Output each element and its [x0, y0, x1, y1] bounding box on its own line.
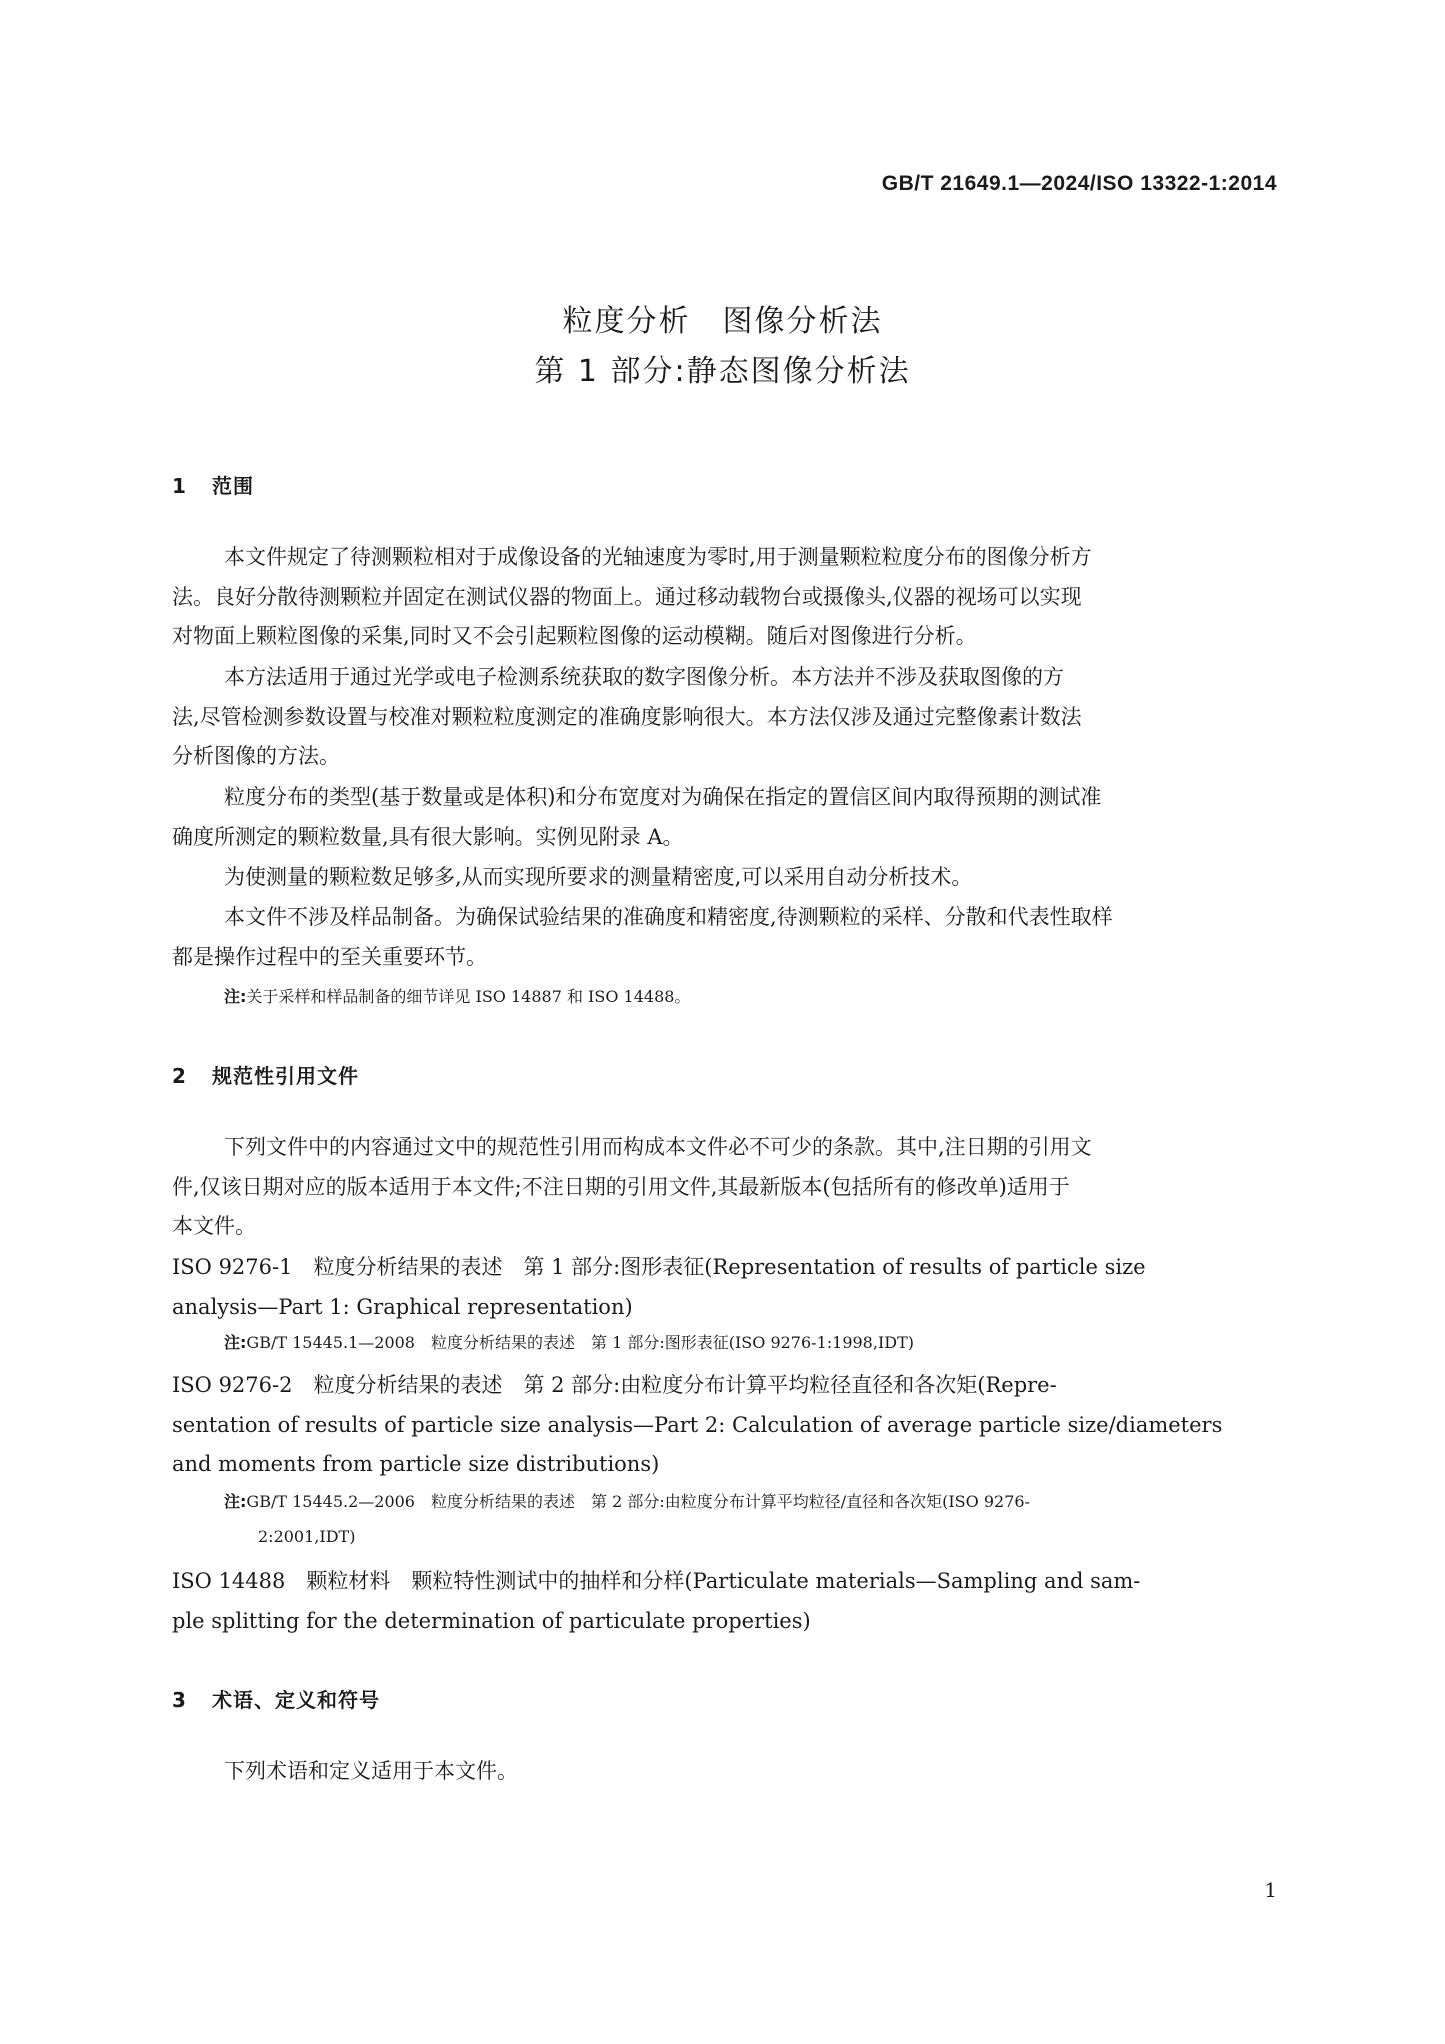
note-text: GB/T 15445.1—2008 粒度分析结果的表述 第 1 部分:图形表征(ISO 9276-1:1998,IDT)	[246, 1333, 915, 1352]
scope-paragraph-5	[172, 898, 1280, 977]
section-number: 3	[172, 1688, 187, 1712]
text-line: 本文件规定了待测颗粒相对于成像设备的光轴速度为零时,用于测量颗粒粒度分布的图像分析方	[224, 545, 1092, 569]
note-label: 注:	[224, 987, 247, 1006]
scope-paragraph-2	[172, 658, 1280, 777]
text-line: sentation of results of particle size analysis—Part 2: Calculation of average particle size/diameters	[172, 1412, 1223, 1437]
note-label: 注:	[224, 1492, 247, 1511]
text-line: 对物面上颗粒图像的采集,同时又不会引起颗粒图像的运动模糊。随后对图像进行分析。	[172, 624, 977, 648]
text-line: 确度所测定的颗粒数量,具有很大影响。实例见附录 A。	[172, 824, 684, 849]
text-line: 法,尽管检测参数设置与校准对颗粒粒度测定的准确度影响很大。本方法仅涉及通过完整像素计数法	[172, 704, 1082, 729]
text-line: 粒度分布的类型(基于数量或是体积)和分布宽度对为确保在指定的置信区间内取得预期的测试准	[224, 785, 1102, 809]
text-line: 都是操作过程中的至关重要环节。	[172, 944, 487, 969]
text-line: 法。良好分散待测颗粒并固定在测试仪器的物面上。通过移动载物台或摄像头,仪器的视场可以实现	[172, 584, 1082, 609]
text-line: 下列文件中的内容通过文中的规范性引用而构成本文件必不可少的条款。其中,注日期的引用文	[224, 1135, 1092, 1159]
section-3-heading	[172, 1684, 380, 1713]
text-line: 下列术语和定义适用于本文件。	[224, 1759, 518, 1783]
text-line: ple splitting for the determination of particulate properties)	[172, 1608, 811, 1633]
text-line: 本方法适用于通过光学或电子检测系统获取的数字图像分析。本方法并不涉及获取图像的方	[224, 665, 1064, 689]
section-title: 规范性引用文件	[212, 1064, 359, 1088]
text-line: ISO 9276-2 粒度分析结果的表述 第 2 部分:由粒度分布计算平均粒径直径和各次矩(Repre-	[172, 1373, 1057, 1397]
reference-iso-9276-2	[172, 1366, 1280, 1485]
document-code: GB/T 21649.1—2024/ISO 13322-1:2014	[881, 172, 1277, 195]
text-line: analysis—Part 1: Graphical representation)	[172, 1294, 633, 1319]
text-line: 本文件不涉及样品制备。为确保试验结果的准确度和精密度,待测颗粒的采样、分散和代表性取样	[224, 905, 1113, 929]
section-number: 1	[172, 474, 187, 498]
document-subtitle: 第 1 部分:静态图像分析法	[534, 354, 911, 389]
document-title: 粒度分析 图像分析法	[562, 304, 883, 339]
reference-note-1	[224, 1326, 1280, 1360]
reference-iso-9276-1	[172, 1248, 1280, 1327]
normative-intro	[172, 1128, 1280, 1247]
section-title: 范围	[212, 474, 254, 498]
section-2-heading	[172, 1060, 359, 1089]
section-1-heading	[172, 470, 254, 499]
text-line: 件,仅该日期对应的版本适用于本文件;不注日期的引用文件,其最新版本(包括所有的修改单)适用于	[172, 1174, 1070, 1199]
reference-note-2	[224, 1485, 1280, 1519]
reference-iso-14488	[172, 1562, 1280, 1641]
text-line: 分析图像的方法。	[172, 744, 340, 768]
scope-paragraph-4	[172, 858, 1280, 898]
scope-paragraph-1	[172, 538, 1280, 657]
terms-intro	[172, 1752, 1280, 1792]
text-line: ISO 14488 颗粒材料 颗粒特性测试中的抽样和分样(Particulate materials—Sampling and sam-	[172, 1569, 1141, 1593]
section-title: 术语、定义和符号	[212, 1688, 380, 1712]
text-line: 为使测量的颗粒数足够多,从而实现所要求的测量精密度,可以采用自动分析技术。	[224, 865, 973, 889]
scope-note	[224, 980, 1280, 1014]
text-line: and moments from particle size distributions)	[172, 1452, 660, 1476]
section-number: 2	[172, 1064, 187, 1088]
reference-note-2-continued: 2:2001,IDT)	[258, 1527, 356, 1546]
page-number: 1	[1264, 1878, 1277, 1902]
note-text: 关于采样和样品制备的细节详见 ISO 14887 和 ISO 14488。	[246, 987, 691, 1006]
text-line: 本文件。	[172, 1214, 256, 1238]
note-label: 注:	[224, 1333, 247, 1352]
note-text: GB/T 15445.2—2006 粒度分析结果的表述 第 2 部分:由粒度分布计算平均粒径/直径和各次矩(ISO 9276-	[246, 1492, 1030, 1511]
text-line: ISO 9276-1 粒度分析结果的表述 第 1 部分:图形表征(Representation of results of particle size	[172, 1255, 1146, 1279]
scope-paragraph-3	[172, 778, 1280, 857]
